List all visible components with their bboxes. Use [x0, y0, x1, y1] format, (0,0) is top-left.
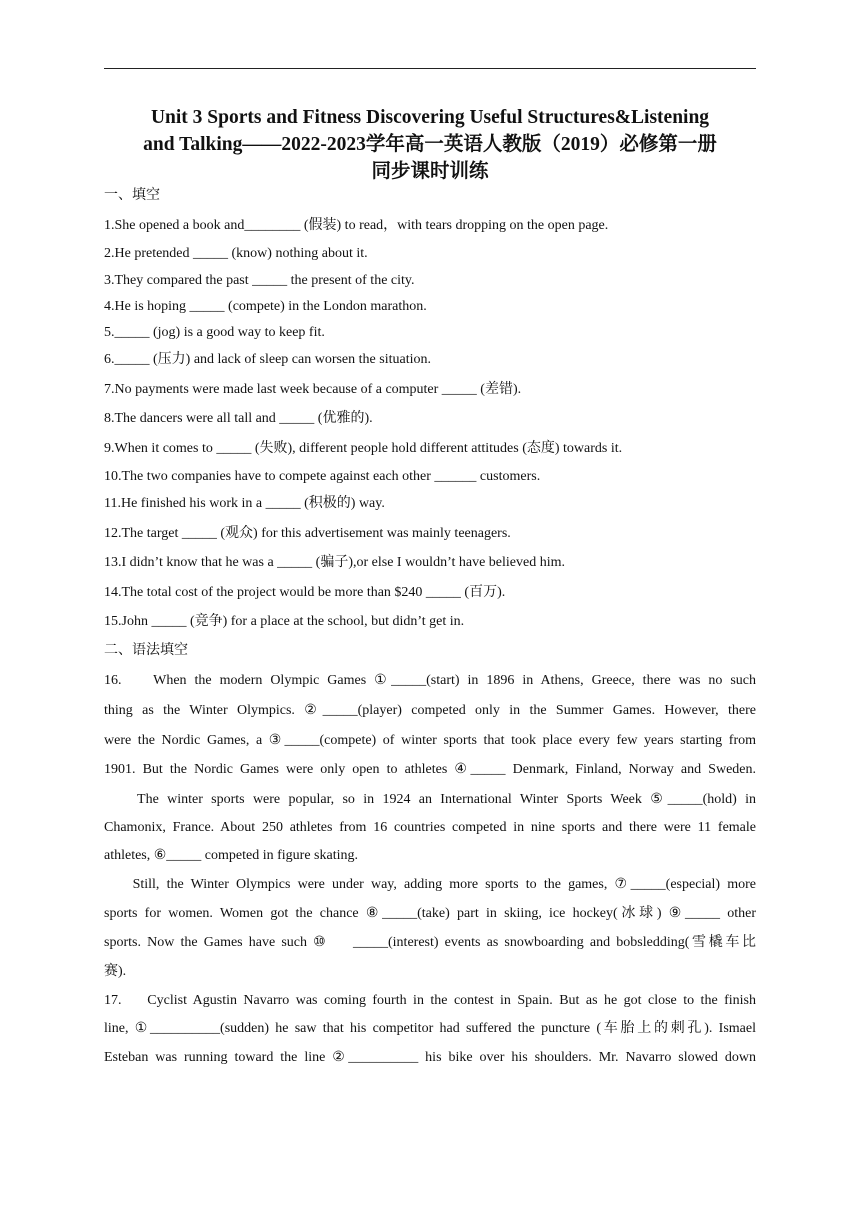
exercise-item: 9.When it comes to _____ (失败), different people hold different attitudes (态度) towards it. [104, 441, 623, 456]
passage-16-line: athletes, ⑥_____ competed in figure skating. [104, 848, 358, 863]
passage-16-line: sports for women. Women got the chance ⑧_____(take) part in skiing, ice hockey(冰球) ⑨_____ other [104, 906, 756, 921]
top-rule [104, 68, 756, 69]
title-line-3: 同步课时训练 [371, 161, 489, 182]
exercise-item: 1.She opened a book and________ (假装) to read，with tears dropping on the open page. [104, 218, 609, 233]
exercise-item: 5._____ (jog) is a good way to keep fit. [104, 325, 325, 340]
exercise-item: 6._____ (压力) and lack of sleep can worsen the situation. [104, 352, 431, 367]
passage-16-line: Still, the Winter Olympics were under way, adding more sports to the games, ⑦_____(especial) more [104, 877, 756, 892]
exercise-item: 7.No payments were made last week because of a computer _____ (差错). [104, 382, 522, 397]
exercise-item: 12.The target _____ (观众) for this advertisement was mainly teenagers. [104, 526, 511, 541]
exercise-item: 3.They compared the past _____ the present of the city. [104, 273, 415, 288]
exercise-item: 4.He is hoping _____ (compete) in the London marathon. [104, 299, 427, 314]
exercise-item: 10.The two companies have to compete against each other ______ customers. [104, 469, 541, 484]
passage-17-line: Esteban was running toward the line ②__________ his bike over his shoulders. Mr. Navarro slowed down [104, 1050, 756, 1065]
exercise-item: 11.He finished his work in a _____ (积极的) way. [104, 496, 385, 511]
title-line-2: and Talking——2022-2023学年高一英语人教版（2019）必修第一册 [143, 134, 717, 155]
passage-16-line: were the Nordic Games, a ③_____(compete) of winter sports that took place every few years starting from [104, 733, 756, 748]
document-title [104, 104, 756, 185]
section-heading-grammar-fill: 二、语法填空 [104, 643, 188, 658]
section-heading-fill-blank: 一、填空 [104, 188, 160, 203]
title-line-1: Unit 3 Sports and Fitness Discovering Useful Structures&Listening [150, 107, 710, 128]
passage-16-line: 1901. But the Nordic Games were only open to athletes ④_____ Denmark, Finland, Norway and Sweden. [104, 762, 756, 777]
passage-17-line: line, ①__________(sudden) he saw that his competitor had suffered the puncture (车胎上的刺孔). Ismael [104, 1021, 756, 1036]
passage-16-line: thing as the Winter Olympics. ②_____(player) competed only in the Summer Games. However, there [104, 703, 756, 718]
exercise-item: 8.The dancers were all tall and _____ (优雅的). [104, 411, 373, 426]
passage-16-line: The winter sports were popular, so in 1924 an International Winter Sports Week ⑤_____(hold) in [104, 792, 756, 807]
passage-16-line: 16. When the modern Olympic Games ①_____(start) in 1896 in Athens, Greece, there was no such [104, 673, 756, 688]
passage-16-line: sports. Now the Games have such ⑩ _____(interest) events as snowboarding and bobsledding(雪橇车比 [104, 935, 756, 950]
exercise-item: 13.I didn’t know that he was a _____ (骗子),or else I wouldn’t have believed him. [104, 555, 565, 570]
passage-17-line: 17. Cyclist Agustin Navarro was coming fourth in the contest in Spain. But as he got close to the finish [104, 993, 756, 1008]
exercise-item: 2.He pretended _____ (know) nothing about it. [104, 246, 368, 261]
passage-16-line: 赛). [104, 964, 127, 979]
passage-16-line: Chamonix, France. About 250 athletes from 16 countries competed in nine sports and there were 11 female [104, 820, 756, 835]
exercise-item: 14.The total cost of the project would be more than $240 _____ (百万). [104, 585, 506, 600]
exercise-item: 15.John _____ (竞争) for a place at the school, but didn’t get in. [104, 614, 465, 629]
